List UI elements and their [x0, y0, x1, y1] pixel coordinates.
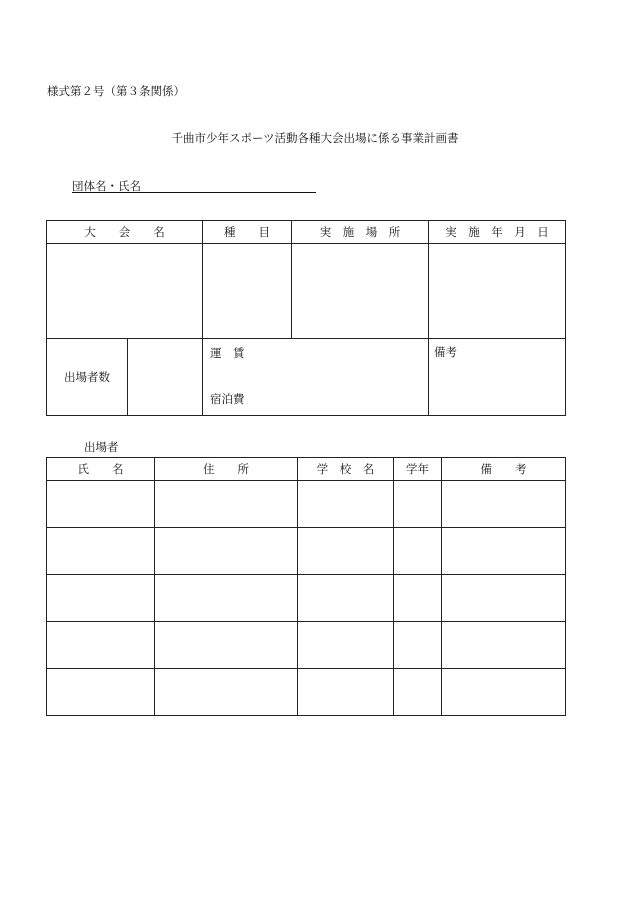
grade-cell[interactable]	[394, 669, 442, 716]
name-cell[interactable]	[47, 622, 155, 669]
address-cell[interactable]	[155, 575, 298, 622]
venue-cell[interactable]	[292, 244, 429, 339]
address-cell[interactable]	[155, 622, 298, 669]
remarks-cell[interactable]	[442, 622, 566, 669]
form-number: 様式第２号（第３条関係）	[47, 84, 185, 98]
table-row	[47, 481, 566, 528]
header-venue: 実 施 場 所	[292, 221, 429, 244]
name-cell[interactable]	[47, 575, 155, 622]
school-cell[interactable]	[298, 669, 394, 716]
table-row	[47, 669, 566, 716]
cost-cell[interactable]	[203, 339, 429, 416]
name-cell[interactable]	[47, 528, 155, 575]
remarks-cell[interactable]	[429, 339, 566, 416]
remarks-label: 備考	[434, 345, 457, 359]
grade-cell[interactable]	[394, 575, 442, 622]
applicant-label: 団体名・氏名	[72, 179, 141, 193]
event-name-cell[interactable]	[47, 244, 203, 339]
table-row	[47, 622, 566, 669]
fare-label: 運 賃	[210, 346, 245, 360]
header-name: 氏 名	[47, 458, 155, 481]
lodging-label: 宿泊費	[210, 392, 245, 406]
header-category: 種 目	[203, 221, 292, 244]
grade-cell[interactable]	[394, 528, 442, 575]
date-cell[interactable]	[429, 244, 566, 339]
participants-label: 出場者	[84, 440, 119, 454]
remarks-cell[interactable]	[442, 481, 566, 528]
school-cell[interactable]	[298, 622, 394, 669]
participant-count-label: 出場者数	[47, 339, 128, 416]
address-cell[interactable]	[155, 669, 298, 716]
remarks-cell[interactable]	[442, 669, 566, 716]
category-cell[interactable]	[203, 244, 292, 339]
grade-cell[interactable]	[394, 481, 442, 528]
header-remarks: 備 考	[442, 458, 566, 481]
event-table	[46, 220, 566, 416]
header-school: 学 校 名	[298, 458, 394, 481]
name-cell[interactable]	[47, 481, 155, 528]
grade-cell[interactable]	[394, 622, 442, 669]
address-cell[interactable]	[155, 481, 298, 528]
header-grade: 学年	[394, 458, 442, 481]
participant-count-cell[interactable]	[128, 339, 203, 416]
school-cell[interactable]	[298, 575, 394, 622]
applicant-name-field[interactable]	[72, 192, 316, 193]
school-cell[interactable]	[298, 528, 394, 575]
header-date: 実 施 年 月 日	[429, 221, 566, 244]
participants-table	[46, 457, 566, 716]
table-row	[47, 575, 566, 622]
remarks-cell[interactable]	[442, 528, 566, 575]
header-event-name: 大 会 名	[47, 221, 203, 244]
page-title: 千曲市少年スポーツ活動各種大会出場に係る事業計画書	[171, 131, 459, 145]
name-cell[interactable]	[47, 669, 155, 716]
header-address: 住 所	[155, 458, 298, 481]
school-cell[interactable]	[298, 481, 394, 528]
table-row	[47, 528, 566, 575]
remarks-cell[interactable]	[442, 575, 566, 622]
address-cell[interactable]	[155, 528, 298, 575]
